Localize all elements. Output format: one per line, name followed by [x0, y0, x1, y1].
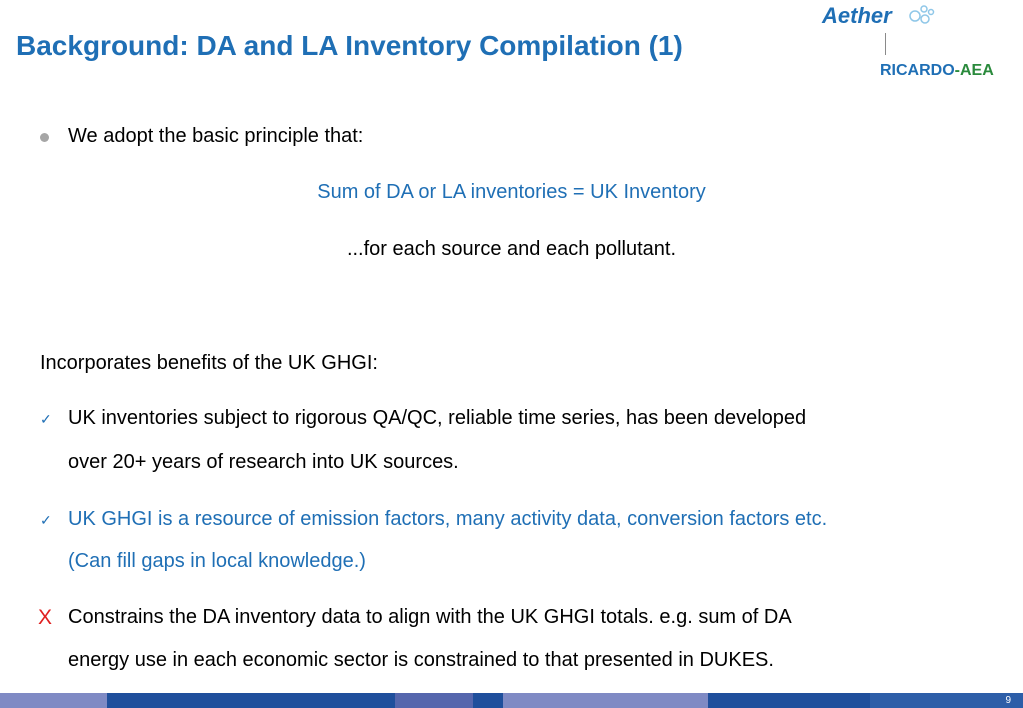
logo-dash: -	[954, 62, 960, 79]
footer-segment	[503, 693, 708, 708]
item3-line2: energy use in each economic sector is constrained to that presented in DUKES.	[68, 649, 774, 671]
item3-line1: Constrains the DA inventory data to align with the UK GHGI totals. e.g. sum of DA	[68, 606, 792, 628]
footer-bar	[0, 693, 1023, 708]
check-icon: ✓	[40, 411, 52, 427]
item2-line1: UK GHGI is a resource of emission factors, many activity data, conversion factors etc.	[68, 508, 828, 530]
principle-statement: Sum of DA or LA inventories = UK Inventory	[317, 181, 706, 203]
bubbles-icon	[905, 2, 937, 30]
aea-logo-text: AEA	[960, 62, 994, 79]
footer-segment	[107, 693, 395, 708]
page-number: 9	[1005, 695, 1011, 706]
bullet-intro-text: We adopt the basic principle that:	[68, 125, 364, 147]
item1-line1: UK inventories subject to rigorous QA/QC, reliable time series, has been developed	[68, 407, 807, 429]
logo-divider	[885, 33, 886, 55]
bullet-dot-icon	[40, 133, 49, 142]
footer-segment	[473, 693, 503, 708]
benefits-heading: Incorporates benefits of the UK GHGI:	[40, 352, 378, 374]
footer-segment	[0, 693, 107, 708]
ricardo-aea-logo	[880, 62, 994, 80]
item2-line2: (Can fill gaps in local knowledge.)	[68, 550, 366, 572]
slide-title: Background: DA and LA Inventory Compilation (1)	[16, 30, 683, 61]
ricardo-logo-text: RICARDO	[880, 62, 955, 79]
aether-logo-text: Aether	[822, 3, 892, 28]
footer-segment	[708, 693, 870, 708]
x-mark-icon: X	[38, 606, 53, 629]
check-icon: ✓	[40, 512, 52, 528]
item1-line2: over 20+ years of research into UK sources.	[68, 451, 459, 473]
principle-tail: ...for each source and each pollutant.	[346, 238, 677, 260]
footer-segment	[395, 693, 473, 708]
footer-segment	[870, 693, 1023, 708]
